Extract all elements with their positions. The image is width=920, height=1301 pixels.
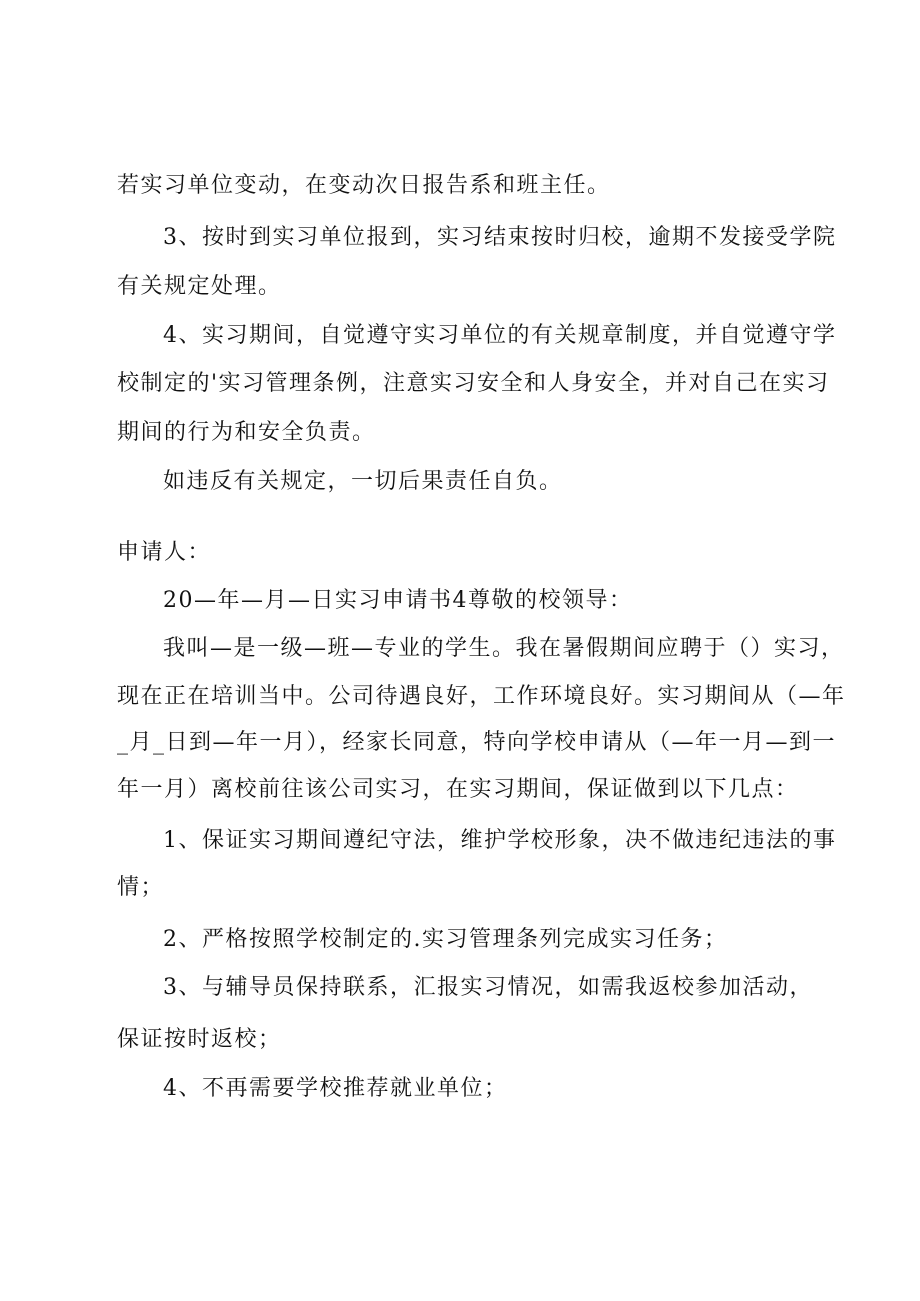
- text-line: 我叫—是一级—班—专业的学生。我在暑假期间应聘于（）实习，: [163, 636, 845, 661]
- text-line: 1、保证实习期间遵纪守法，维护学校形象，决不做违纪违法的事: [163, 828, 837, 853]
- text-line: 3、与辅导员保持联系，汇报实习情况，如需我返校参加活动，: [163, 975, 813, 1000]
- text-line: 现在正在培训当中。公司待遇良好，工作环境良好。实习期间从（—年: [117, 684, 846, 709]
- text-line: 情；: [117, 875, 165, 900]
- text-line: 期间的行为和安全负责。: [117, 420, 376, 445]
- text-line: 3、按时到实习单位报到，实习结束按时归校，逾期不发接受学院: [163, 225, 837, 250]
- text-line: 有关规定处理。: [117, 274, 282, 299]
- text-line: 如违反有关规定，一切后果责任自负。: [163, 469, 563, 494]
- text-line: 校制定的'实习管理条例，注意实习安全和人身安全，并对自己在实习: [117, 371, 830, 396]
- text-line: 若实习单位变动，在变动次日报告系和班主任。: [117, 173, 611, 198]
- text-line: 保证按时返校；: [117, 1027, 282, 1052]
- text-line: _月_日到—年一月），经家长同意，特向学校申请从（—年一月—到一: [117, 730, 837, 755]
- text-line: 年一月）离校前往该公司实习，在实习期间，保证做到以下几点：: [117, 777, 799, 802]
- text-line: 申请人：: [117, 540, 212, 565]
- text-line: 2、严格按照学校制定的.实习管理条列完成实习任务；: [163, 927, 728, 952]
- text-line: 4、不再需要学校推荐就业单位；: [163, 1076, 508, 1101]
- text-line: 4、实习期间，自觉遵守实习单位的有关规章制度，并自觉遵守学: [163, 323, 837, 348]
- text-line: 20—年—月—日实习申请书4尊敬的校领导：: [163, 588, 633, 613]
